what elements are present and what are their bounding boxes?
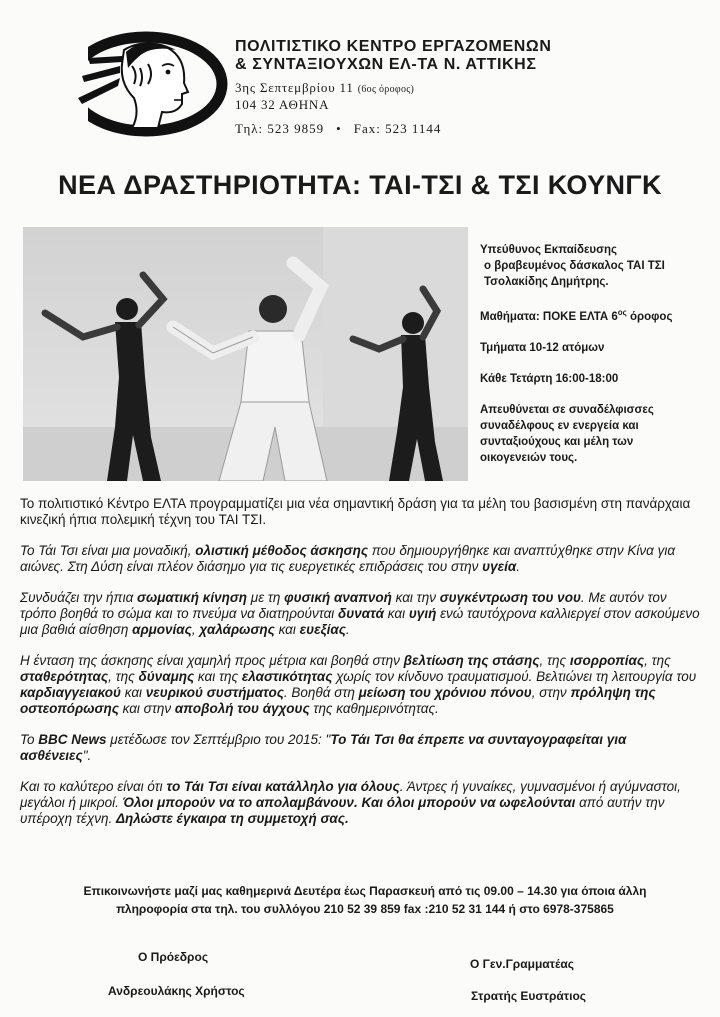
text-run: Και το καλύτερο είναι ότι	[20, 779, 167, 794]
emphasis-text: ισορροπίας	[569, 653, 645, 668]
paragraph-bbc	[20, 732, 700, 764]
emphasis-text: Όλοι μπορούν να το απολαμβάνουν. Και όλοι μπορούν να ωφελούνται	[122, 795, 576, 810]
phone-number: Τηλ: 523 9859	[235, 121, 325, 136]
secretary-name: Στρατής Ευστράτιος	[471, 989, 587, 1003]
body-text	[20, 496, 700, 842]
emphasis-text: αρμονίας	[132, 622, 192, 637]
emphasis-text: φυσική αναπνοή	[284, 590, 392, 605]
emphasis-text: χαλάρωσης	[199, 622, 275, 637]
text-run: . Άντρες ή γυναίκες, γυμνασμένοι ή αγύμναστοι, μεγάλοι ή μικροί.	[20, 779, 681, 810]
audience-line1: Απευθύνεται σε συναδέλφισσες	[480, 403, 654, 416]
page-title: ΝΕΑ ΔΡΑΣΤΗΡΙΟΤΗΤΑ: ΤΑΙ-ΤΣΙ & ΤΣΙ ΚΟΥΝΓΚ	[58, 170, 662, 200]
text-run: χωρίς τον κίνδυνο τραυματισμού. Βελτιώνει τη λειτουργία του	[332, 669, 697, 684]
paragraph-benefits	[20, 653, 700, 717]
audience-line2: συναδέλφους εν ενεργεία και	[480, 419, 639, 432]
text-run: και	[384, 606, 409, 621]
text-run: , στην	[531, 685, 571, 700]
president-name: Ανδρεουλάκης Χρήστος	[108, 984, 245, 998]
emphasis-text: σωματική κίνηση	[137, 590, 248, 605]
text-run: της καθημερινότητας.	[309, 701, 439, 716]
emphasis-text: Δηλώστε έγκαιρα τη συμμετοχή σας.	[115, 811, 349, 826]
emphasis-text: υγεία	[482, 559, 517, 574]
audience-line3: συνταξιούχους και μέλη των	[480, 435, 634, 448]
address	[235, 80, 675, 112]
emphasis-text: BBC News	[38, 732, 107, 747]
text-run: Η ένταση της άσκησης είναι χαμηλή προς μέτρια και βοηθά στην	[20, 653, 404, 668]
text-run: ,	[191, 622, 200, 637]
course-info	[480, 242, 710, 466]
text-run: .	[345, 622, 350, 637]
text-run: ".	[82, 748, 92, 763]
text-run: . Βοηθά στη	[283, 685, 359, 700]
instructor-title: Υπεύθυνος Εκπαίδευσης	[480, 244, 617, 256]
text-run: , της	[644, 653, 671, 668]
emphasis-text: ελαστικότητας	[241, 669, 333, 684]
text-run: με τη	[247, 590, 285, 605]
paragraph-holistic	[20, 543, 700, 575]
emphasis-text: υγιή	[408, 606, 437, 621]
emphasis-text: το Τάι Τσι είναι κατάλληλο για όλους	[166, 779, 400, 794]
contact-line2: πληροφορία στα τηλ. του συλλόγου 210 52 39 859 fax :210 52 31 144 ή στο 6978-375865	[116, 902, 614, 916]
text-run: . Με αυτόν τον τρόπο βοηθά το σώμα και το πνεύμα να διατηρούνται	[20, 590, 667, 621]
president-title: Ο Πρόεδρος	[138, 950, 209, 964]
text-run: που δημιουργήθηκε και αναπτύχθηκε στην Κίνα για αιώνες. Στη Δύση είναι πλέον διάσημο για τις ευεργετικές επιδράσεις του στην	[20, 543, 676, 574]
address-street: 3ης Σεπτεμβρίου 11	[235, 80, 354, 95]
organization-name-line1: ΠΟΛΙΤΙΣΤΙΚΟ ΚΕΝΤΡΟ ΕΡΓΑΖΟΜΕΝΩΝ	[235, 38, 552, 55]
classes-location: Μαθήματα: ΠΟΚΕ ΕΛΤΑ $6^{o\varsigma}$ όροφος	[480, 308, 673, 323]
text-run: Συνδυάζει την ήπια	[20, 590, 138, 605]
emphasis-text: βελτίωση της στάσης	[403, 653, 540, 668]
emphasis-text: σταθερότητας	[20, 669, 109, 684]
organization-header	[235, 38, 675, 137]
address-city: 104 32 ΑΘΗΝΑ	[235, 97, 330, 112]
instructor-name: Τσολακίδης Δημήτρης.	[484, 276, 609, 288]
emphasis-text: πρόληψη της οστεοπόρωσης	[20, 685, 656, 716]
instructor-description: ο βραβευμένος δάσκαλος ΤΑΙ ΤΣΙ	[484, 260, 665, 272]
emphasis-text: Το Τάι Τσι θα έπρεπε να συνταγογραφείται για ασθένειες	[20, 732, 627, 763]
emphasis-text: ολιστική μέθοδος άσκησης	[195, 543, 369, 558]
tai-chi-practitioners-photo	[23, 227, 468, 481]
emphasis-text: καρδιαγγειακού	[20, 685, 121, 700]
text-run: Το	[20, 732, 39, 747]
text-run: και την	[391, 590, 440, 605]
text-run: από αυτήν την υπέροχη τέχνη.	[20, 795, 665, 826]
paragraph-combination	[20, 590, 700, 638]
organization-name-line2: & ΣΥΝΤΑΞΙΟΥΧΩΝ ΕΛ-ΤΑ Ν. ΑΤΤΙΚΗΣ	[235, 56, 537, 73]
contact-info	[40, 882, 690, 918]
address-floor: (6ος όροφος)	[357, 84, 415, 95]
fax-number: Fax: 523 1144	[353, 121, 442, 136]
secretary-title: Ο Γεν.Γραμματέας	[470, 957, 575, 971]
text-run: Το Τάι Τσι είναι μια μοναδική,	[20, 543, 196, 558]
emphasis-text: δυνατά	[338, 606, 385, 621]
text-run: , της	[539, 653, 570, 668]
emphasis-text: αποβολή του άγχους	[174, 701, 310, 716]
phone-fax-line	[235, 121, 675, 137]
schedule: Κάθε Τετάρτη 16:00-18:00	[480, 372, 619, 385]
emphasis-text: μείωση του χρόνιου πόνου	[358, 685, 532, 700]
text-run: .	[516, 559, 520, 574]
emphasis-text: δύναμης	[138, 669, 195, 684]
text-run: και στην	[118, 701, 175, 716]
audience-line4: οικογενειών τους.	[480, 451, 578, 464]
bullet-separator: •	[336, 121, 342, 136]
paragraph-intro: Το πολιτιστικό Κέντρο ΕΛΤΑ προγραμματίζει μια νέα σημαντική δράση για τα μέλη του βασισμένη στη πανάρχαια κινεζική ήπια πολεμική τέχνη του ΤΑΙ ΤΣΙ.	[20, 496, 691, 527]
text-run: και	[274, 622, 300, 637]
contact-line1: Επικοινωνήστε μαζί μας καθημερινά Δευτέρα έως Παρασκευή από τις 09.00 – 14.30 για όποια άλλη	[83, 884, 647, 898]
hermes-head-logo	[58, 28, 228, 138]
text-run: ενώ ταυτόχρονα καλλιεργεί στον ασκούμενο μια βαθιά αίσθηση	[20, 606, 700, 637]
group-size: Τμήματα 10-12 ατόμων	[480, 341, 605, 354]
paragraph-for-everyone	[20, 779, 700, 827]
emphasis-text: συγκέντρωση του νου	[439, 590, 581, 605]
emphasis-text: ευεξίας	[299, 622, 346, 637]
text-run: , της	[108, 669, 139, 684]
emphasis-text: νευρικού συστήματος	[145, 685, 284, 700]
text-run: και της	[194, 669, 242, 684]
text-run: μετέδωσε τον Σεπτέμβριο του 2015: "	[106, 732, 331, 747]
text-run: και	[121, 685, 146, 700]
